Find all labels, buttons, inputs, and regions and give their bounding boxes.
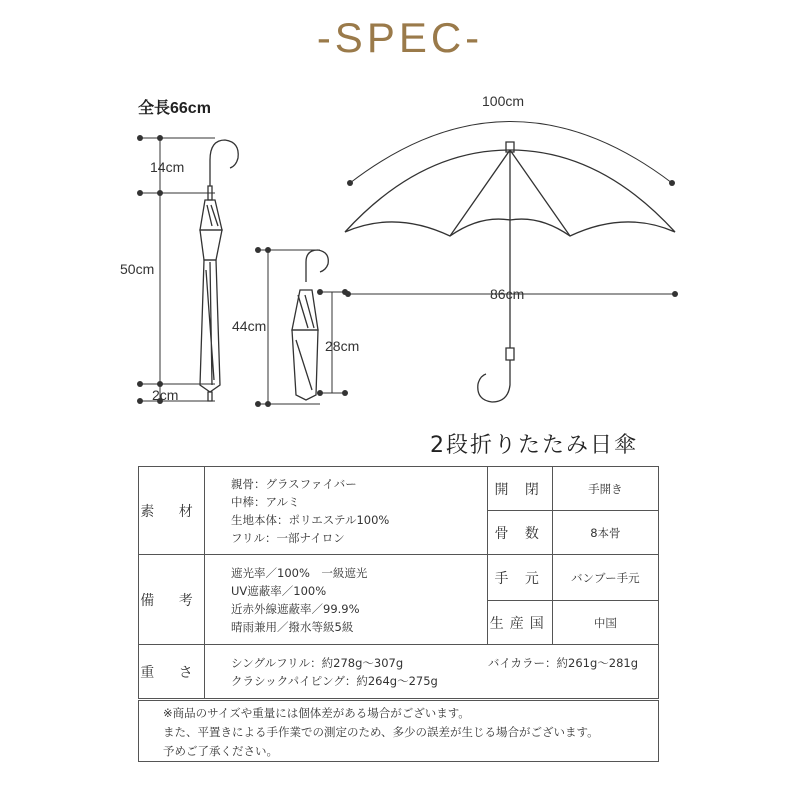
notes-label: 備 考	[139, 555, 205, 645]
folded-body-label: 28cm	[325, 338, 360, 354]
notes-line: 近赤外線遮蔽率／99.9%	[231, 601, 360, 616]
footnote-line: ※商品のサイズや重量には個体差がある場合がございます。	[163, 706, 470, 720]
body-length-label: 50cm	[120, 261, 155, 277]
origin-value: 中国	[552, 601, 658, 645]
origin-label: 生産国	[487, 601, 552, 645]
weight-piping: クラシックパイピング：約264g〜275g	[231, 673, 438, 688]
footnotes	[138, 700, 659, 762]
long-umbrella-drawing	[200, 140, 238, 401]
diameter-label: 86cm	[490, 286, 525, 302]
notes-cell	[205, 555, 488, 645]
handle-value: バンブー手元	[552, 555, 658, 601]
material-line: 親骨：グラスファイバー	[231, 476, 357, 491]
weight-label: 重 さ	[139, 645, 205, 699]
notes-line: 遮光率／100% 一級遮光	[231, 565, 368, 580]
handle-length-label: 14cm	[150, 159, 185, 175]
notes-line: 晴雨兼用／撥水等級5級	[231, 619, 354, 634]
footnote-line: また、平置きによる手作業での測定のため、多少の誤差が生じる場合がございます。	[163, 725, 599, 739]
open-label: 開 閉	[487, 467, 552, 511]
footnote-line: 予めご了承ください。	[163, 744, 278, 758]
weight-cell	[205, 645, 659, 699]
material-line: 生地本体：ポリエステル100%	[231, 512, 390, 527]
handle-label: 手 元	[487, 555, 552, 601]
material-line: 中棒：アルミ	[231, 494, 300, 509]
spec-table	[138, 466, 659, 699]
ribs-label: 骨 数	[487, 511, 552, 555]
notes-line: UV遮蔽率／100%	[231, 583, 327, 598]
weight-single: シングルフリル：約278g〜307g	[231, 655, 404, 670]
ribs-value: 8本骨	[552, 511, 658, 555]
product-name: 2段折りたたみ日傘	[430, 433, 638, 458]
open-value: 手開き	[552, 467, 658, 511]
page-title: -SPEC-	[316, 14, 484, 61]
folded-total-label: 44cm	[232, 318, 267, 334]
material-label: 素 材	[139, 467, 205, 555]
span-arc-label: 100cm	[482, 93, 525, 109]
tip-length-label: 2cm	[152, 387, 179, 403]
weight-bicolor: バイカラー：約261g〜281g	[487, 655, 638, 670]
folded-umbrella-drawing	[292, 250, 328, 400]
total-length-label: 全長66cm	[138, 100, 211, 117]
open-umbrella-drawing	[345, 142, 675, 402]
material-cell	[205, 467, 488, 555]
material-line: フリル：一部ナイロン	[231, 530, 345, 545]
